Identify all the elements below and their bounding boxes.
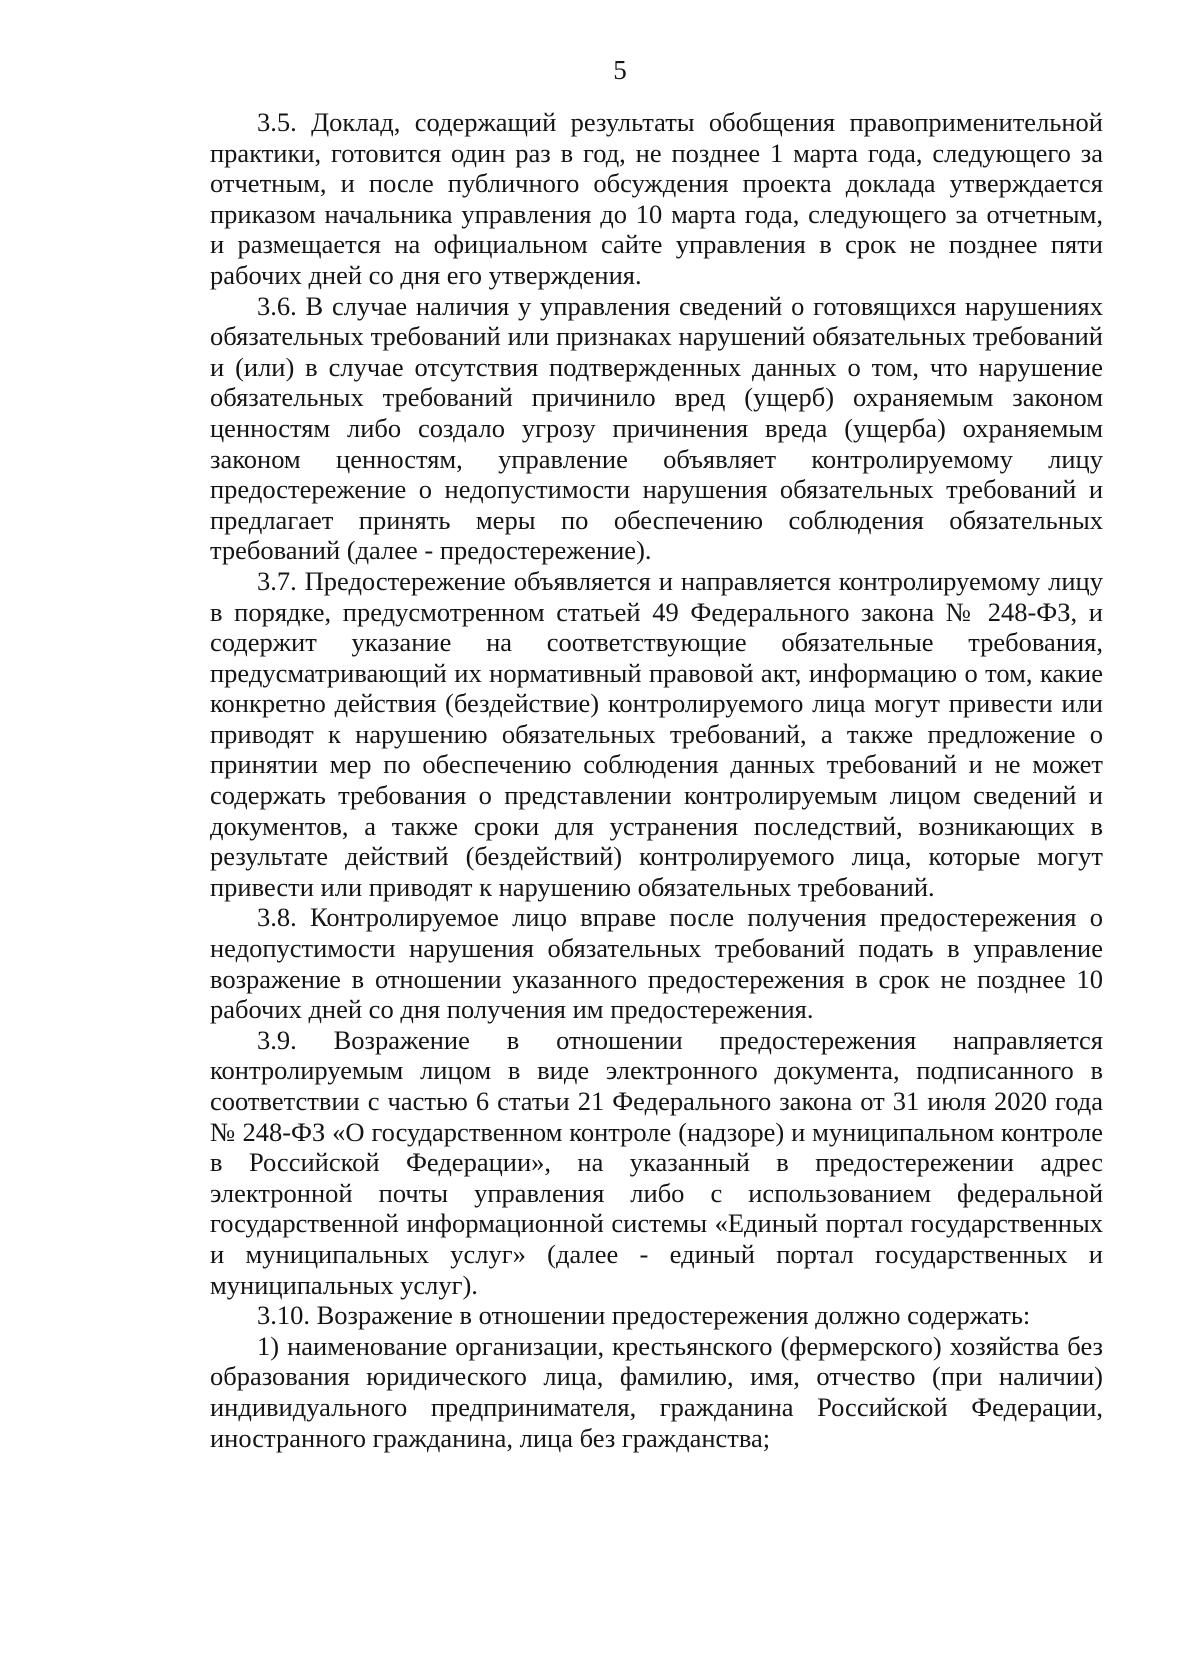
paragraph-3-9: 3.9. Возражение в отношении предостережения направляется контролируемым лицом в виде электронного документа, подписанного в соответствии с частью 6 статьи 21 Федерального закона от 31 июля 2020 года № 248-ФЗ «О государственном контроле (надзоре) и муниципальном контроле в Российской Федерации», на указанный в предостережении адрес электронной почты управления либо с использованием федеральной государственной информационной системы «Единый портал государственных и муниципальных услуг» (далее - единый портал государственных и муниципальных услуг).: [210, 1024, 1103, 1300]
paragraph-3-5: 3.5. Доклад, содержащий результаты обобщения правоприменительной практики, готовится один раз в год, не позднее 1 марта года, следующего за отчетным, и после публичного обсуждения проекта доклада утверждается приказом начальника управления до 10 марта года, следующего за отчетным, и размещается на официальном сайте управления в срок не позднее пяти рабочих дней со дня его утверждения.: [210, 107, 1103, 290]
paragraph-3-7: 3.7. Предостережение объявляется и направляется контролируемому лицу в порядке, предусмотренном статьей 49 Федерального закона № 248-ФЗ, и содержит указание на соответствующие обязательные требования, предусматривающий их нормативный правовой акт, информацию о том, какие конкретно действия (бездействие) контролируемого лица могут привести или приводят к нарушению обязательных требований, а также предложение о принятии мер по обеспечению соблюдения данных требований и не может содержать требования о представлении контролируемым лицом сведений и документов, а также сроки для устранения последствий, возникающих в результате действий (бездействий) контролируемого лица, которые могут привести или приводят к нарушению обязательных требований.: [210, 565, 1103, 902]
page-number: 5: [613, 55, 627, 85]
paragraph-3-10-item-1: 1) наименование организации, крестьянского (фермерского) хозяйства без образования юридического лица, фамилию, имя, отчество (при наличии) индивидуального предпринимателя, гражданина Российской Федерации, иностранного гражданина, лица без гражданства;: [210, 1330, 1103, 1453]
paragraph-3-6: 3.6. В случае наличия у управления сведений о готовящихся нарушениях обязательных требований или признаках нарушений обязательных требований и (или) в случае отсутствия подтвержденных данных о том, что нарушение обязательных требований причинило вред (ущерб) охраняемым законом ценностям либо создало угрозу причинения вреда (ущерба) охраняемым законом ценностям, управление объявляет контролируемому лицу предостережение о недопустимости нарушения обязательных требований и предлагает принять меры по обеспечению соблюдения обязательных требований (далее - предостережение).: [210, 290, 1103, 566]
paragraph-3-8: 3.8. Контролируемое лицо вправе после получения предостережения о недопустимости нарушения обязательных требований подать в управление возражение в отношении указанного предостережения в срок не позднее 10 рабочих дней со дня получения им предостережения.: [210, 902, 1103, 1025]
paragraph-3-10: 3.10. Возражение в отношении предостережения должно содержать:: [257, 1300, 1031, 1331]
document-body: [210, 107, 1103, 1453]
